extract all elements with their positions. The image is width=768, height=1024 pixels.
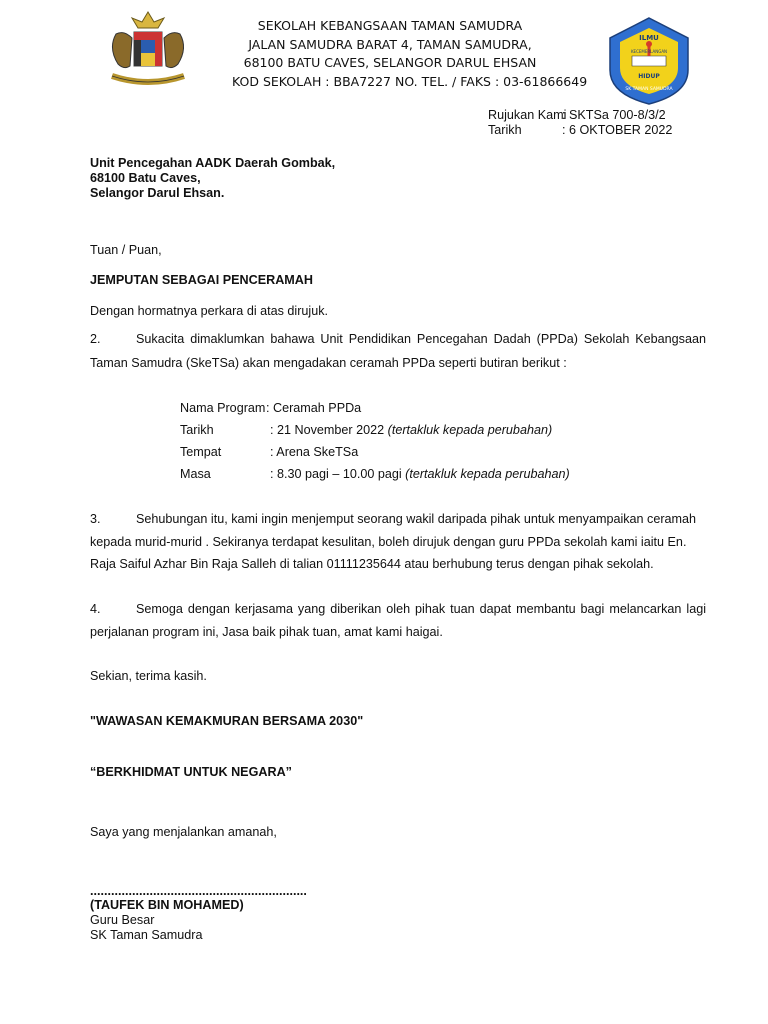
para3-number: 3. (90, 512, 101, 526)
logo-bottom-text: HIDUP (638, 73, 660, 80)
detail-value-program: : Ceramah PPDa (266, 401, 362, 415)
salutation: Tuan / Puan, (90, 243, 162, 257)
detail-label-date: Tarikh (180, 423, 214, 437)
subject: JEMPUTAN SEBAGAI PENCERAMAH (90, 273, 313, 287)
opening-line: Dengan hormatnya perkara di atas dirujuk. (90, 304, 329, 318)
motto-wawasan: "WAWASAN KEMAKMURAN BERSAMA 2030" (90, 714, 364, 728)
trust-line: Saya yang menjalankan amanah, (90, 825, 277, 839)
detail-value-date (270, 422, 552, 438)
logo-top-text: ILMU (639, 34, 659, 42)
detail-label-time: Masa (180, 467, 211, 481)
para4-number: 4. (90, 602, 101, 616)
school-code-phone: KOD SEKOLAH : BBA7227 NO. TEL. / FAKS : 03-61866649 (232, 74, 588, 89)
date-label: Tarikh (488, 123, 522, 137)
school-logo-icon (602, 14, 696, 108)
para2-number: 2. (90, 332, 101, 346)
closing: Sekian, terima kasih. (90, 669, 207, 683)
para2-line1: Sukacita dimaklumkan bahawa Unit Pendidikan Pencegahan Dadah (PPDa) Sekolah Kebangsaan (136, 332, 706, 346)
ref-value: : SKTSa 700-8/3/2 (562, 108, 666, 122)
para3-line1: Sehubungan itu, kami ingin menjemput seorang wakil daripada pihak untuk menyampaikan ceramah (136, 512, 697, 526)
detail-value-time (270, 466, 570, 482)
signatory-school: SK Taman Samudra (90, 928, 203, 942)
para3-line3: Raja Saiful Azhar Bin Raja Salleh di talian 01111235644 atau berhubung terus dengan pihak sekolah. (90, 557, 654, 571)
ref-label: Rujukan Kami (488, 108, 567, 122)
signature-line: .............................................................. (90, 884, 307, 898)
motto-berkhidmat: “BERKHIDMAT UNTUK NEGARA” (90, 765, 292, 779)
para2-line2: Taman Samudra (SkeTSa) akan mengadakan ceramah PPDa seperti butiran berikut : (90, 356, 567, 370)
signatory-name: (TAUFEK BIN MOHAMED) (90, 898, 244, 912)
para4-line1: Semoga dengan kerjasama yang diberikan oleh pihak tuan dapat membantu bagi melancarkan lagi (136, 602, 706, 616)
signatory-title: Guru Besar (90, 913, 155, 927)
recipient-line1: Unit Pencegahan AADK Daerah Gombak, (90, 156, 336, 170)
logo-ring-text: SK TAMAN SAMUDRA (625, 87, 673, 92)
school-name: SEKOLAH KEBANGSAAN TAMAN SAMUDRA (257, 18, 523, 33)
detail-label-program: Nama Program (180, 401, 266, 415)
coat-of-arms-icon (98, 8, 198, 100)
school-address-line2: 68100 BATU CAVES, SELANGOR DARUL EHSAN (243, 55, 537, 70)
para3-line2: kepada murid-murid . Sekiranya terdapat kesulitan, boleh dirujuk dengan guru PPDa sekolah kami iaitu En. (90, 535, 687, 549)
detail-date-text: : 21 November 2022 (270, 423, 388, 437)
para4-line2: perjalanan program ini, Jasa baik pihak tuan, amat kami haigai. (90, 625, 443, 639)
recipient-line2: 68100 Batu Caves, (90, 171, 201, 185)
logo-middle-text: KECEMERLANGAN (630, 49, 668, 54)
school-address-line1: JALAN SAMUDRA BARAT 4, TAMAN SAMUDRA, (248, 37, 532, 52)
detail-label-venue: Tempat (180, 445, 222, 459)
detail-time-text: : 8.30 pagi – 10.00 pagi (270, 467, 406, 481)
date-value: : 6 OKTOBER 2022 (562, 123, 673, 137)
detail-time-note: (tertakluk kepada perubahan) (405, 467, 570, 481)
detail-value-venue: : Arena SkeTSa (270, 445, 359, 459)
detail-date-note: (tertakluk kepada perubahan) (387, 423, 553, 437)
recipient-line3: Selangor Darul Ehsan. (90, 186, 225, 200)
